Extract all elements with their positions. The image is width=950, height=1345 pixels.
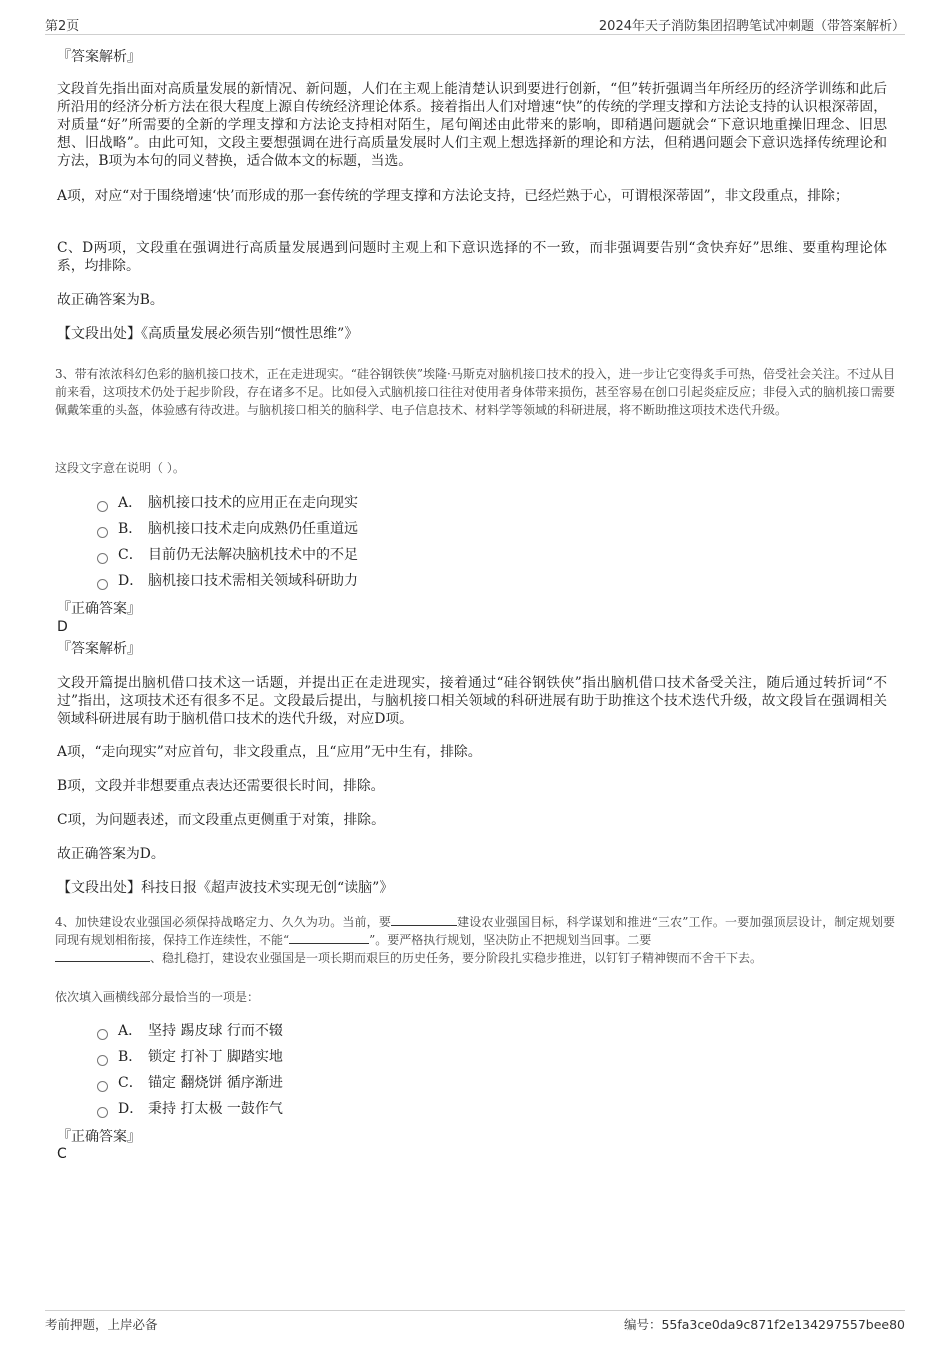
radio-icon[interactable] [97,1081,108,1092]
q3-option-a[interactable]: A． 脑机接口技术的应用正在走向现实 [97,493,358,513]
q4-option-b[interactable]: B． 锁定 打补丁 脚踏实地 [97,1047,283,1067]
q4-correct-answer: C [57,1146,67,1162]
q2-conclusion: 故正确答案为B。 [57,292,164,308]
radio-icon[interactable] [97,527,108,538]
page-number: 第2页 [45,19,80,34]
q2-option-cd-explanation: C、D两项，文段重在强调进行高质量发展遇到问题时主观上和下意识选择的不一致，而非强调要告别“贪快弃好”思维、要重构理论体系，均排除。 [57,240,887,274]
q3-analysis-label: 『答案解析』 [57,641,141,657]
radio-icon[interactable] [97,1107,108,1118]
q4-option-d[interactable]: D． 秉持 打太极 一鼓作气 [97,1099,283,1119]
fill-blank-1 [391,913,457,926]
q4-prompt: 依次填入画横线部分最恰当的一项是： [55,990,260,1004]
q4-correct-label: 『正确答案』 [57,1129,141,1145]
document-id: 编号：55fa3ce0da9c871f2e134297557bee80 [623,1317,905,1332]
q3-conclusion: 故正确答案为D。 [57,846,165,862]
radio-icon[interactable] [97,501,108,512]
radio-icon[interactable] [97,1055,108,1066]
radio-icon[interactable] [97,553,108,564]
fill-blank-3 [55,949,150,962]
q3-option-b[interactable]: B． 脑机接口技术走向成熟仍任重道远 [97,519,358,539]
q3-option-c[interactable]: C． 目前仍无法解决脑机技术中的不足 [97,545,358,565]
q2-analysis-text: 文段首先指出面对高质量发展的新情况、新问题，人们在主观上能清楚认识到要进行创新，“但”转折强调当年所经历的经济学训练和此后所沿用的经济分析方法在很大程度上源自传统经济理论体系。接着指出人们对增速“快”的传统的学理支撑和方法论支持的认识根深蒂固，对质量“好”所需要的全新的学理支撑和方法论支持相对陌生，尾句阐述由此带来的影响，即稍遇问题就会“下意识地重操旧理念、旧思想、旧战略”。由此可知，文段主要想强调在进行高质量发展时人们主观上想选择新的理论和方法，但稍遇问题会下意识选择传统理论和方法，B项为本句的同义替换，适合做本文的标题，当选。 [57,81,887,169]
radio-icon[interactable] [97,1029,108,1040]
q3-source: 【文段出处】科技日报《超声波技术实现无创“读脑”》 [57,880,394,896]
q3-option-d[interactable]: D． 脑机接口技术需相关领域科研助力 [97,571,358,591]
q3-correct-label: 『正确答案』 [57,601,141,617]
q2-source: 【文段出处】《高质量发展必须告别“惯性思维”》 [57,326,359,342]
page-header [45,14,905,35]
q3-prompt: 这段文字意在说明（ ）。 [55,461,185,475]
fill-blank-2 [289,931,369,944]
document-title: 2024年天子消防集团招聘笔试冲刺题（带答案解析） [598,19,905,34]
q3-option-b-explanation: B项，文段并非想要重点表达还需要很长时间，排除。 [57,778,385,794]
page-footer [45,1310,905,1333]
q2-analysis-label: 『答案解析』 [57,49,141,65]
radio-icon[interactable] [97,579,108,590]
q3-option-a-explanation: A项，“走向现实”对应首句，非文段重点，且“应用”无中生有，排除。 [57,744,482,760]
q4-question-text: 4、加快建设农业强国必须保持战略定力、久久为功。当前，要 建设农业强国目标，科学谋划和推进“三农”工作。一要加强顶层设计，制定规划要同现有规划相衔接，保持工作连续性，不能“ ”。要严格执行规划，坚决防止不把规划当回事。二要 、稳扎稳打，建设农业强国是一项长期而艰巨的历史任务，要分阶段扎实稳步推进，以钉钉子精神锲而不舍干下去。 [55,915,895,965]
q4-option-a[interactable]: A． 坚持 踢皮球 行而不辍 [97,1021,283,1041]
q2-option-a-explanation: A项，对应“对于围绕增速‘快’而形成的那一套传统的学理支撑和方法论支持，已经烂熟于心，可谓根深蒂固”，非文段重点，排除； [57,188,849,204]
footer-slogan: 考前押题，上岸必备 [45,1317,158,1332]
q3-option-c-explanation: C项，为问题表述，而文段重点更侧重于对策，排除。 [57,812,385,828]
q3-question-text: 3、带有浓浓科幻色彩的脑机接口技术，正在走进现实。“硅谷钢铁侠”埃隆·马斯克对脑机接口技术的投入，进一步让它变得炙手可热，倍受社会关注。不过从目前来看，这项技术仍处于起步阶段，存在诸多不足。比如侵入式脑机接口往往对使用者身体带来损伤，甚至容易在创口引起炎症反应；非侵入式的脑机接口需要佩戴笨重的头盔，体验感有待改进。与脑机接口相关的脑科学、电子信息技术、材料学等领域的科研进展，将不断助推这项技术迭代升级。 [55,367,896,417]
q3-correct-answer: D [57,619,68,635]
q4-option-c[interactable]: C． 锚定 翻烧饼 循序渐进 [97,1073,283,1093]
q3-analysis-text: 文段开篇提出脑机借口技术这一话题，并提出正在走进现实，接着通过“硅谷钢铁侠”指出脑机借口技术备受关注，随后通过转折词“不过”指出，这项技术还有很多不足。文段最后提出，与脑机接口相关领域的科研进展有助于助推这个技术迭代升级，故文段旨在强调相关领域科研进展有助于脑机借口技术的迭代升级，对应D项。 [57,675,887,727]
